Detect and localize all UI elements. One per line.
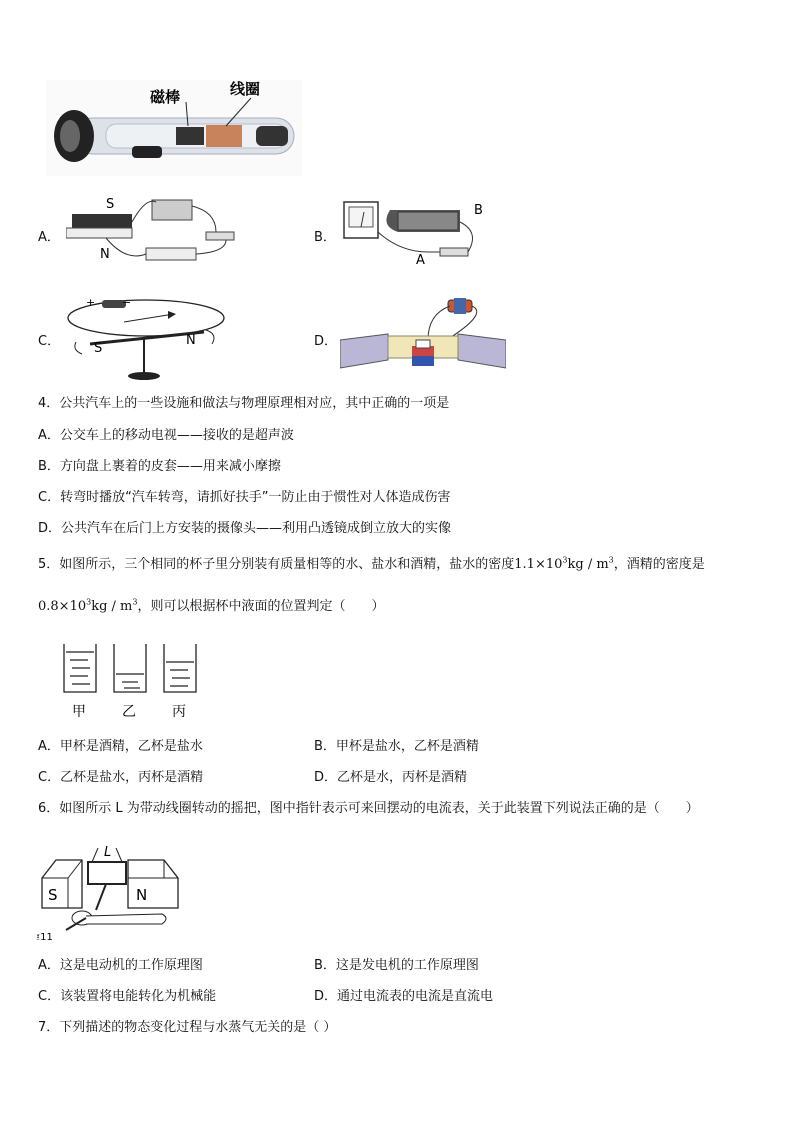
q5-stem-c: ，则可以根据杯中液面的位置判定（ ）	[137, 599, 385, 614]
option-b-figure	[340, 192, 496, 274]
flashlight-figure	[46, 80, 302, 176]
magnet-n-label: N	[136, 886, 148, 904]
q6-stem: 6．如图所示 L 为带动线圈转动的摇把，图中指针表示可来回摆动的电流表，关于此装置下列说法正确的是（ ）	[38, 801, 699, 816]
q4-option-b: B．方向盘上裹着的皮套——用来减小摩擦	[38, 459, 281, 474]
q5-option-d: D．乙杯是水，丙杯是酒精	[314, 770, 468, 785]
q4-option-d: D．公共汽车在后门上方安装的摄像头——利用凸透镜成倒立放大的实像	[38, 521, 452, 536]
pole-s: S	[94, 341, 103, 356]
terminal-minus: −	[122, 296, 132, 309]
q5-stem-line2	[38, 598, 384, 616]
option-a-figure	[66, 192, 242, 270]
cup-jia-label: 甲	[72, 704, 86, 720]
cup-bing-label: 丙	[172, 704, 186, 720]
crank-l-label: L	[104, 845, 112, 860]
q4-stem: 4．公共汽车上的一些设施和做法与物理原理相对应，其中正确的一项是	[38, 396, 450, 411]
q5-option-a: A．甲杯是酒精，乙杯是盐水	[38, 739, 203, 754]
cup-yi-label: 乙	[122, 704, 136, 720]
q6-option-a: A．这是电动机的工作原理图	[38, 958, 203, 973]
figure-caption: ፤11	[36, 932, 53, 942]
pole-n: N	[100, 247, 110, 262]
magnet-label: 磁棒	[150, 88, 181, 106]
alcohol-density: $0.8\times 10^3kg / m^3$	[38, 597, 138, 614]
q4-option-a: A．公交车上的移动电视——接收的是超声波	[38, 428, 294, 443]
option-c-label: C．	[38, 334, 61, 349]
pole-n: N	[186, 333, 196, 348]
q7-stem: 7．下列描述的物态变化过程与水蒸气无关的是（ ）	[38, 1020, 337, 1035]
coil-label: 线圈	[230, 80, 261, 98]
q5-stem-b: ，酒精的密度是	[613, 557, 705, 572]
label-b: B	[474, 203, 483, 218]
cups-figure	[60, 640, 200, 722]
option-a-label: A．	[38, 230, 60, 245]
option-c-figure	[64, 292, 234, 382]
q5-stem-a: 5．如图所示，三个相同的杯子里分别装有质量相等的水、盐水和酒精，盐水的密度	[38, 557, 515, 572]
generator-figure	[36, 838, 184, 942]
q5-option-b: B．甲杯是盐水，乙杯是酒精	[314, 739, 479, 754]
option-d-figure	[340, 294, 506, 376]
salt-density: $1.1\times 10^3kg / m^3$	[514, 555, 614, 572]
q6-option-c: C．该装置将电能转化为机械能	[38, 989, 217, 1004]
magnet-s-label: S	[48, 886, 58, 904]
pole-s: S	[106, 197, 115, 212]
terminal-plus: +	[86, 296, 96, 309]
option-b-label: B．	[314, 230, 336, 245]
q6-option-d: D．通过电流表的电流是直流电	[314, 989, 494, 1004]
label-a: A	[416, 253, 425, 268]
q5-stem-line1	[38, 556, 705, 574]
q4-option-c: C．转弯时播放“汽车转弯，请抓好扶手”一防止由于惯性对人体造成伤害	[38, 490, 451, 505]
q6-option-b: B．这是发电机的工作原理图	[314, 958, 479, 973]
q5-option-c: C．乙杯是盐水，丙杯是酒精	[38, 770, 204, 785]
option-d-label: D．	[314, 334, 338, 349]
